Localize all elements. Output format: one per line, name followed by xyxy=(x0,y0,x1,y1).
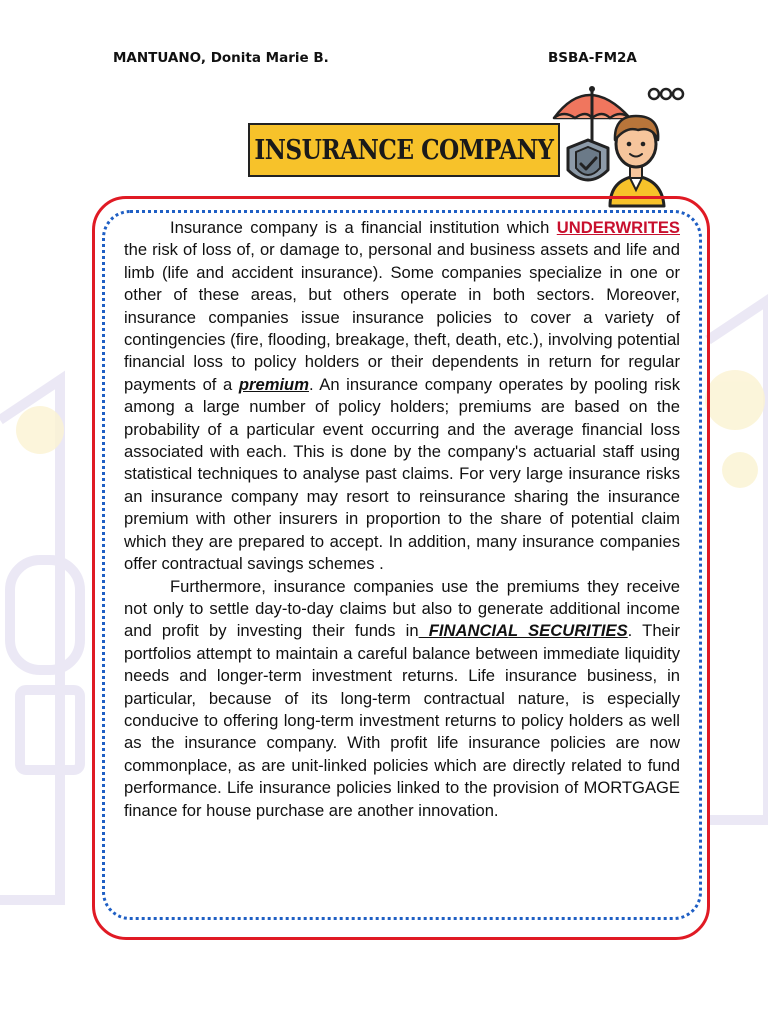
text-run: Insurance company is a financial institution which xyxy=(170,218,557,237)
businessman-icon xyxy=(610,116,664,206)
speech-dots-icon xyxy=(649,89,683,99)
paragraph-1 xyxy=(124,217,680,576)
insurance-illustration xyxy=(548,78,688,208)
article-body xyxy=(124,217,680,822)
title-banner xyxy=(248,123,560,177)
text-run: the risk of loss of, or damage to, personal and business assets and life and limb (life and accident insurance). Some companies specialize in one or other of these areas, but others operate in both sectors. Moreover, insurance companies issue insurance policies to cover a variety of contingencies (fire, flooding, breakage, theft, death, etc.), involving potential financial loss to policy holders or their dependents in return for regular payments of a xyxy=(124,240,680,394)
student-section: BSBA-FM2A xyxy=(548,50,637,66)
keyword-financial-securities: FINANCIAL SECURITIES xyxy=(418,621,628,641)
keyword-premium: premium xyxy=(238,374,309,394)
student-name: MANTUANO, Donita Marie B. xyxy=(113,50,329,66)
page-title: INSURANCE COMPANY xyxy=(254,134,554,166)
text-run: . An insurance company operates by pooling risk among a large number of policy holders; premiums are based on the probability of a particular event occurring and the average financial loss associated with each. This is done by the company's actuarial staff using statistical techniques to analyse past claims. For very large insurance risks an insurance company may resort to reinsurance sharing the insurance premium with other insurers in proportion to the share of potential claim which they are prepared to accept. In addition, many insurance companies offer contractual savings schemes . xyxy=(124,374,680,574)
text-run: . Their portfolios attempt to maintain a careful balance between immediate liquidity needs and longer-term investment returns. Life insurance business, in particular, because of its long-term contractual nature, is especially conducive to offering long-term investment returns to policy holders as well as the insurance company. With profit life insurance policies are now commonplace, as are unit-linked policies which are directly related to fund performance. Life insurance policies linked to the provision of MORTGAGE finance for house purchase are another innovation. xyxy=(124,621,680,820)
keyword-underwrites: UNDERWRITES xyxy=(556,218,680,237)
paragraph-2 xyxy=(124,576,680,822)
shield-check-icon xyxy=(568,140,608,180)
text-run: Furthermore, insurance companies use the premiums they receive not only to settle day-to-day claims but also to generate additional income and profit by investing their funds in xyxy=(124,576,680,641)
